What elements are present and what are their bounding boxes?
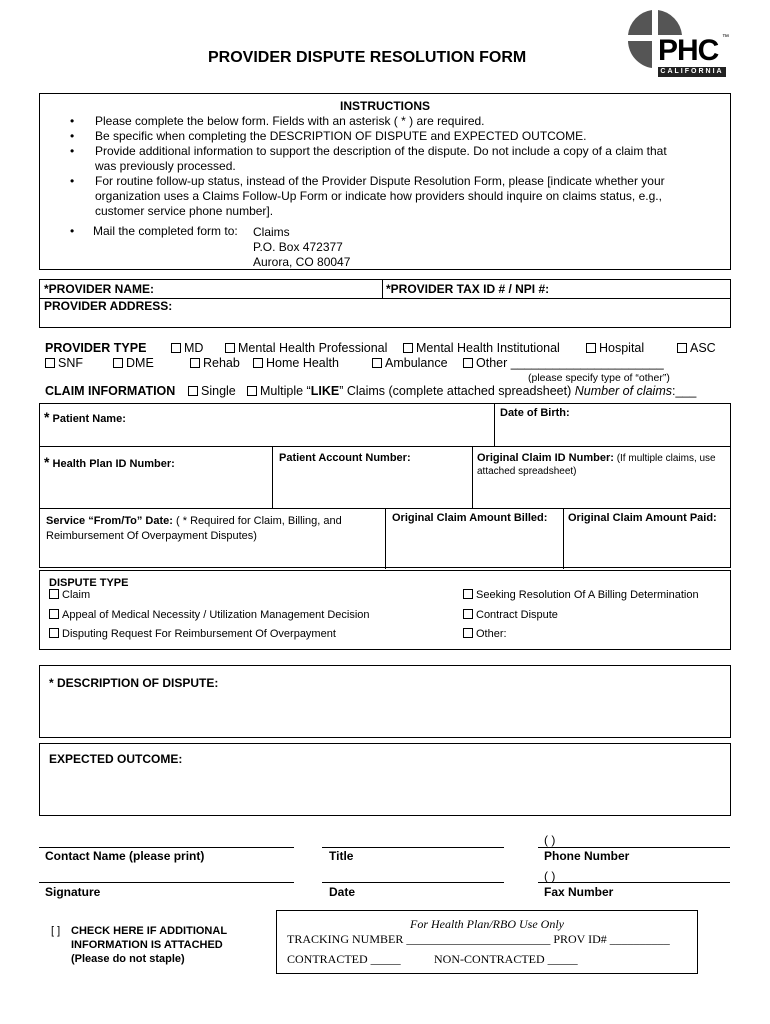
phc-logo: [622, 8, 732, 80]
type-other[interactable]: Other ______________________: [463, 356, 664, 370]
patient-account-field[interactable]: Patient Account Number:: [279, 452, 411, 464]
dispute-other[interactable]: Other:: [463, 628, 507, 640]
attachment-check[interactable]: [51, 924, 228, 965]
checkbox[interactable]: [49, 609, 59, 619]
title-field[interactable]: Title: [329, 849, 354, 863]
instructions-box: [39, 93, 731, 270]
checkbox[interactable]: [253, 358, 263, 368]
checkbox[interactable]: [188, 386, 198, 396]
checkbox[interactable]: [463, 358, 473, 368]
checkbox[interactable]: [463, 628, 473, 638]
dispute-type-label: DISPUTE TYPE: [49, 577, 129, 589]
office-use-box: [276, 910, 698, 974]
instruction-item: • Please complete the below form. Fields with an asterisk ( * ) are required.: [40, 114, 670, 129]
fax-paren: ( ): [544, 869, 556, 883]
dispute-billing[interactable]: Seeking Resolution Of A Billing Determination: [463, 589, 699, 601]
mail-line: P.O. Box 472377: [253, 240, 343, 254]
patient-name-field[interactable]: * Patient Name:: [44, 409, 126, 425]
checkbox[interactable]: [225, 343, 235, 353]
checkbox[interactable]: [171, 343, 181, 353]
provider-tax-id-field[interactable]: *PROVIDER TAX ID # / NPI #:: [386, 282, 550, 296]
provider-type-row1: [45, 341, 735, 355]
type-asc[interactable]: ASC: [677, 341, 716, 355]
type-dme[interactable]: DME: [113, 356, 154, 370]
tracking-field[interactable]: TRACKING NUMBER ________________________ PROV ID# __________: [287, 932, 670, 946]
other-blank[interactable]: ______________________: [510, 356, 664, 370]
checkbox[interactable]: [49, 589, 59, 599]
date-field[interactable]: Date: [329, 885, 356, 899]
instructions-list: [40, 114, 670, 219]
checkbox[interactable]: [372, 358, 382, 368]
mail-address: •: [70, 224, 75, 238]
checkbox[interactable]: [45, 358, 55, 368]
signature-field[interactable]: Signature: [45, 885, 101, 899]
original-paid-field[interactable]: Original Claim Amount Paid:: [568, 512, 717, 524]
health-plan-id-field[interactable]: * Health Plan ID Number:: [44, 454, 175, 470]
checkbox[interactable]: [463, 589, 473, 599]
provider-type-label: PROVIDER TYPE: [45, 341, 147, 355]
provider-box: [39, 279, 731, 328]
checkbox[interactable]: [247, 386, 257, 396]
dispute-claim[interactable]: Claim: [49, 589, 90, 601]
type-md[interactable]: MD: [171, 341, 203, 355]
checkbox-bracket[interactable]: [ ]: [51, 925, 61, 937]
type-hospital[interactable]: Hospital: [586, 341, 644, 355]
check-line: CHECK HERE IF ADDITIONAL: [71, 925, 228, 937]
logo-text: PHC: [658, 34, 719, 67]
checkbox[interactable]: [403, 343, 413, 353]
logo-trademark: ™: [722, 34, 729, 41]
form-title: PROVIDER DISPUTE RESOLUTION FORM: [208, 49, 527, 66]
description-box[interactable]: [39, 665, 731, 738]
contracted-field[interactable]: CONTRACTED _____: [287, 952, 401, 966]
checkbox[interactable]: [113, 358, 123, 368]
original-billed-field[interactable]: Original Claim Amount Billed:: [392, 512, 548, 524]
instructions-heading: INSTRUCTIONS: [340, 99, 430, 113]
other-hint: (please specify type of “other”): [528, 372, 670, 384]
type-mental-health-institutional[interactable]: Mental Health Institutional: [403, 341, 560, 355]
instruction-item: • Provide additional information to support the description of the dispute. Do not include a copy of a claim that was previously processed.: [40, 144, 670, 174]
number-of-claims: Number of claims: [574, 384, 672, 398]
checkbox[interactable]: [190, 358, 200, 368]
dob-field[interactable]: Date of Birth:: [500, 407, 570, 419]
type-snf[interactable]: SNF: [45, 356, 83, 370]
checkbox[interactable]: [586, 343, 596, 353]
dispute-overpayment[interactable]: Disputing Request For Reimbursement Of Overpayment: [49, 628, 336, 640]
description-label: * DESCRIPTION OF DISPUTE:: [49, 676, 219, 690]
noncontracted-field[interactable]: NON-CONTRACTED _____: [434, 952, 578, 966]
instruction-item: • Be specific when completing the DESCRIPTION OF DISPUTE and EXPECTED OUTCOME.: [40, 129, 670, 144]
claim-info-label: CLAIM INFORMATION: [45, 384, 176, 398]
outcome-label: EXPECTED OUTCOME:: [49, 752, 183, 766]
office-use-heading: For Health Plan/RBO Use Only: [410, 917, 564, 931]
provider-name-field[interactable]: *PROVIDER NAME:: [44, 282, 155, 296]
claim-single[interactable]: Single: [188, 384, 236, 398]
provider-address-field[interactable]: PROVIDER ADDRESS:: [44, 299, 173, 313]
claim-info-row: [45, 384, 745, 398]
checkbox[interactable]: [463, 609, 473, 619]
phone-paren: ( ): [544, 833, 556, 847]
instruction-item: • For routine follow-up status, instead of the Provider Dispute Resolution Form, please [indicate whether your organization uses a Claims Follow-Up Form or indicate how providers should inquire on claims status, e.g., customer service phone number].: [40, 174, 670, 219]
claim-multiple[interactable]: Multiple “LIKE” Claims (complete attached spreadsheet) Number of claims:___: [247, 384, 696, 398]
outcome-box[interactable]: [39, 743, 731, 816]
phone-number-field[interactable]: Phone Number: [544, 849, 630, 863]
mail-line: Claims: [253, 225, 290, 239]
mail-line: Aurora, CO 80047: [253, 255, 351, 269]
check-line: (Please do not staple): [71, 953, 185, 965]
original-claim-id-field[interactable]: Original Claim ID Number: (If multiple claims, use attached spreadsheet): [477, 452, 716, 477]
logo-subtext: CALIFORNIA: [658, 67, 726, 77]
type-rehab[interactable]: Rehab: [190, 356, 240, 370]
type-mental-health-professional[interactable]: Mental Health Professional: [225, 341, 387, 355]
dispute-type-box: [39, 570, 731, 650]
type-home-health[interactable]: Home Health: [253, 356, 339, 370]
contact-name-field[interactable]: Contact Name (please print): [45, 849, 205, 863]
fax-number-field[interactable]: Fax Number: [544, 885, 614, 899]
mail-label: Mail the completed form to:: [93, 224, 238, 238]
dispute-appeal[interactable]: Appeal of Medical Necessity / Utilization Management Decision: [49, 609, 370, 621]
dispute-contract[interactable]: Contract Dispute: [463, 609, 558, 621]
checkbox[interactable]: [677, 343, 687, 353]
claim-fields-box: [39, 403, 731, 568]
service-dates-field[interactable]: Service “From/To” Date: ( * Required for Claim, Billing, and Reimbursement Of Overpayment Disputes): [46, 515, 342, 542]
checkbox[interactable]: [49, 628, 59, 638]
type-ambulance[interactable]: Ambulance: [372, 356, 448, 370]
check-line: INFORMATION IS ATTACHED: [71, 939, 223, 951]
